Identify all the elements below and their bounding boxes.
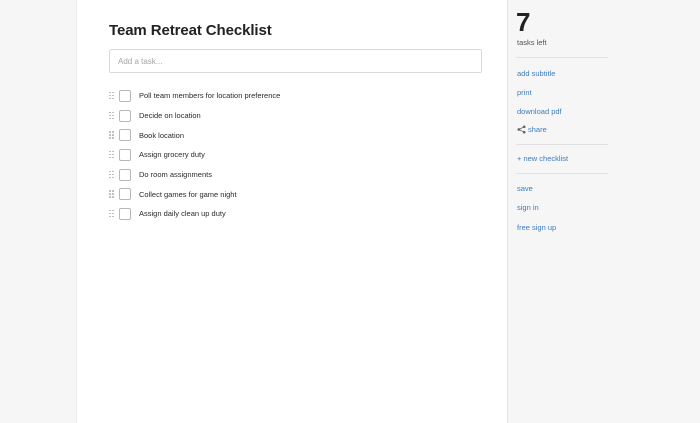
task-item <box>109 204 489 224</box>
download-pdf-link[interactable]: download pdf <box>517 107 562 116</box>
new-checklist-link[interactable]: + new checklist <box>517 154 569 163</box>
divider <box>516 144 608 145</box>
drag-handle-icon[interactable] <box>109 92 114 100</box>
share-label[interactable]: share <box>528 125 547 134</box>
share-icon <box>517 125 526 134</box>
share-link[interactable] <box>517 125 547 134</box>
checklist-panel <box>76 0 508 423</box>
drag-handle-icon[interactable] <box>109 151 114 159</box>
task-checkbox[interactable] <box>119 188 131 200</box>
task-label[interactable]: Poll team members for location preference <box>139 91 281 101</box>
task-label[interactable]: Collect games for game night <box>139 189 237 199</box>
task-label[interactable]: Do room assignments <box>139 170 212 180</box>
task-checkbox[interactable] <box>119 208 131 220</box>
drag-handle-icon[interactable] <box>109 112 114 120</box>
task-checkbox[interactable] <box>119 110 131 122</box>
task-checkbox[interactable] <box>119 169 131 181</box>
free-sign-up-link[interactable]: free sign up <box>517 223 557 232</box>
task-label[interactable]: Assign grocery duty <box>139 150 205 160</box>
add-subtitle-link[interactable]: add subtitle <box>517 69 556 78</box>
page-title[interactable]: Team Retreat Checklist <box>109 22 272 39</box>
task-checkbox[interactable] <box>119 90 131 102</box>
divider <box>516 57 608 58</box>
task-checkbox[interactable] <box>119 129 131 141</box>
task-item <box>109 165 489 185</box>
tasks-left-label: tasks left <box>517 38 547 47</box>
task-list <box>109 86 489 224</box>
task-item <box>109 106 489 126</box>
task-checkbox[interactable] <box>119 149 131 161</box>
drag-handle-icon[interactable] <box>109 190 114 198</box>
task-label[interactable]: Book location <box>139 130 185 140</box>
print-link[interactable]: print <box>517 88 532 97</box>
task-item <box>109 86 489 106</box>
sign-in-link[interactable]: sign in <box>517 203 539 212</box>
tasks-left-count: 7 <box>516 7 531 37</box>
drag-handle-icon[interactable] <box>109 171 114 179</box>
divider <box>516 173 608 174</box>
drag-handle-icon[interactable] <box>109 131 114 139</box>
task-item <box>109 184 489 204</box>
save-link[interactable]: save <box>517 184 533 193</box>
task-item <box>109 145 489 165</box>
add-task-input[interactable] <box>109 49 482 73</box>
task-label[interactable]: Assign daily clean up duty <box>139 209 226 219</box>
drag-handle-icon[interactable] <box>109 210 114 218</box>
task-item <box>109 125 489 145</box>
task-label[interactable]: Decide on location <box>139 111 201 121</box>
